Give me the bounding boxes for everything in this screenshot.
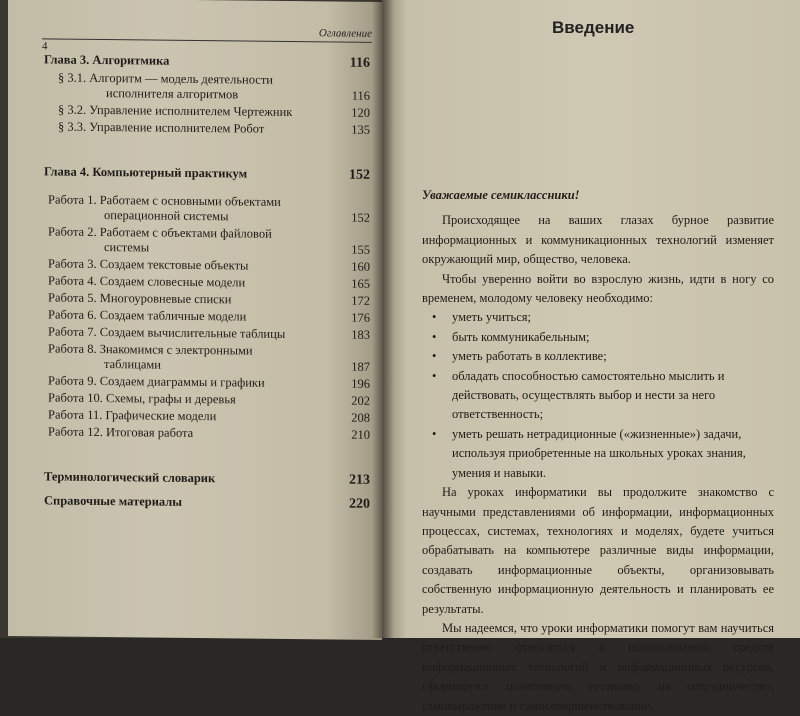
toc-entry-page: 116 bbox=[349, 55, 370, 71]
table-of-contents bbox=[44, 52, 370, 512]
bullet-icon: • bbox=[432, 368, 437, 383]
toc-work-entry bbox=[44, 373, 370, 391]
toc-entry-label: Справочные материалы bbox=[44, 493, 183, 509]
left-page bbox=[8, 0, 382, 640]
right-page bbox=[382, 0, 800, 713]
toc-entry-page: 172 bbox=[351, 293, 370, 308]
toc-entry-page: 176 bbox=[351, 310, 370, 325]
toc-entry-label: Работа 10. Схемы, графы и деревья bbox=[48, 390, 236, 407]
toc-chapter-entry bbox=[44, 52, 370, 71]
toc-entry-label: Работа 3. Создаем текстовые объекты bbox=[48, 256, 249, 273]
toc-entry-label: Глава 3. Алгоритмика bbox=[44, 52, 170, 68]
toc-entry-page: 160 bbox=[351, 259, 370, 274]
bullet-icon: • bbox=[432, 349, 437, 364]
list-item-text: быть коммуникабельным; bbox=[452, 329, 590, 344]
toc-work-entry bbox=[44, 273, 370, 291]
toc-entry-label: § 3.1. Алгоритм — модель деятельности bbox=[58, 70, 273, 87]
toc-entry-continuation: операционной системы bbox=[104, 208, 229, 224]
running-head: Оглавление bbox=[318, 27, 372, 40]
toc-entry-page: 135 bbox=[351, 122, 370, 137]
toc-work-entry bbox=[44, 341, 370, 374]
toc-entry-page: 152 bbox=[349, 167, 370, 183]
list-item bbox=[422, 425, 774, 483]
list-item bbox=[422, 308, 774, 327]
toc-entry-label: Терминологический словарик bbox=[44, 469, 216, 486]
paragraph: Происходящее на ваших глазах бурное развитие информационных и коммуникационных технологий изменяет окружающий мир, общество, человека. bbox=[422, 213, 774, 267]
list-item bbox=[422, 347, 774, 366]
toc-section-entry bbox=[44, 70, 370, 103]
toc-work-entry bbox=[44, 290, 370, 308]
toc-work-entry bbox=[44, 192, 370, 225]
toc-entry-label: Работа 7. Создаем вычислительные таблицы bbox=[48, 324, 286, 341]
paragraph: На уроках информатики вы продолжите знакомство с научными представлениями об информации, информационных процессах, системах, технологиях и моделях, будете учиться обрабатывать на компьютере различные виды информации, создавать информационные объекты, организовывать собственную информационную деятельность и планировать ее результаты. bbox=[422, 485, 774, 616]
toc-entry-page: 152 bbox=[351, 210, 370, 225]
toc-chapter-entry bbox=[44, 493, 370, 512]
bullet-icon: • bbox=[432, 329, 437, 344]
toc-chapter-entry bbox=[44, 164, 370, 183]
toc-entry-label: § 3.3. Управление исполнителем Робот bbox=[58, 119, 265, 136]
toc-entry-continuation: системы bbox=[104, 240, 150, 255]
requirements-list bbox=[422, 308, 774, 483]
toc-entry-label: § 3.2. Управление исполнителем Чертежник bbox=[58, 102, 293, 120]
toc-work-entry bbox=[44, 424, 370, 442]
toc-entry-page: 220 bbox=[349, 496, 370, 512]
toc-entry-page: 210 bbox=[351, 427, 370, 442]
toc-work-entry bbox=[44, 324, 370, 342]
toc-entry-label: Работа 6. Создаем табличные модели bbox=[48, 307, 247, 324]
list-item-text: уметь учиться; bbox=[452, 310, 531, 325]
toc-section-entry bbox=[44, 119, 370, 137]
toc-entry-page: 116 bbox=[351, 88, 370, 103]
toc-work-entry bbox=[44, 307, 370, 325]
toc-entry-label: Работа 2. Работаем с объектами файловой bbox=[48, 224, 272, 241]
book-gutter bbox=[372, 0, 394, 638]
list-item-text: уметь решать нетрадиционные («жизненные») задачи, используя приобретенные на школьных уроках знания, умения и навыки. bbox=[452, 426, 746, 480]
list-item bbox=[422, 328, 774, 347]
toc-work-entry bbox=[44, 390, 370, 408]
page-title: Введение bbox=[552, 18, 635, 37]
toc-entry-page: 187 bbox=[351, 359, 370, 374]
toc-entry-page: 155 bbox=[351, 242, 370, 257]
toc-entry-label: Работа 8. Знакомимся с электронными bbox=[48, 341, 253, 358]
toc-entry-page: 208 bbox=[351, 410, 370, 425]
toc-entry-page: 202 bbox=[351, 393, 370, 408]
toc-entry-page: 120 bbox=[351, 105, 370, 120]
bullet-icon: • bbox=[432, 426, 437, 441]
list-item-text: уметь работать в коллективе; bbox=[452, 349, 607, 364]
toc-work-entry bbox=[44, 224, 370, 257]
toc-section-entry bbox=[44, 102, 370, 120]
toc-entry-label: Глава 4. Компьютерный практикум bbox=[44, 164, 248, 181]
greeting: Уважаемые семиклассники! bbox=[422, 188, 580, 202]
list-item bbox=[422, 367, 774, 425]
toc-entry-page: 196 bbox=[351, 376, 370, 391]
toc-chapter-entry bbox=[44, 469, 370, 488]
introduction-body bbox=[422, 186, 774, 716]
toc-entry-label: Работа 1. Работаем с основными объектами bbox=[48, 192, 281, 209]
toc-work-entry bbox=[44, 256, 370, 274]
toc-entry-continuation: таблицами bbox=[104, 357, 161, 372]
page-header bbox=[42, 24, 372, 53]
paragraph: Мы надеемся, что уроки информатики помогут вам научиться ответственно относиться к использованию средств информационных технологий и информационных ресурсов, сформируют позитивную установку на сотрудничество, самовыражение и самосовершенствование. bbox=[422, 620, 774, 713]
toc-work-entry bbox=[44, 407, 370, 425]
paragraph: Чтобы уверенно войти во взрослую жизнь, идти в ногу со временем, молодому человеку необходимо: bbox=[422, 271, 774, 306]
toc-entry-page: 165 bbox=[351, 276, 370, 291]
toc-entry-label: Работа 11. Графические модели bbox=[48, 407, 217, 424]
toc-entry-label: Работа 12. Итоговая работа bbox=[48, 424, 194, 440]
toc-entry-continuation: исполнителя алгоритмов bbox=[106, 86, 239, 102]
bullet-icon: • bbox=[432, 310, 437, 325]
toc-entry-label: Работа 9. Создаем диаграммы и графики bbox=[48, 373, 265, 390]
page-number: 4 bbox=[42, 40, 48, 53]
toc-entry-label: Работа 5. Многоуровневые списки bbox=[48, 290, 232, 307]
toc-entry-page: 213 bbox=[349, 472, 370, 488]
toc-entry-page: 183 bbox=[351, 327, 370, 342]
list-item-text: обладать способностью самостоятельно мыслить и действовать, осуществлять выбор и нести за него ответственность; bbox=[452, 368, 725, 422]
toc-entry-label: Работа 4. Создаем словесные модели bbox=[48, 273, 246, 290]
